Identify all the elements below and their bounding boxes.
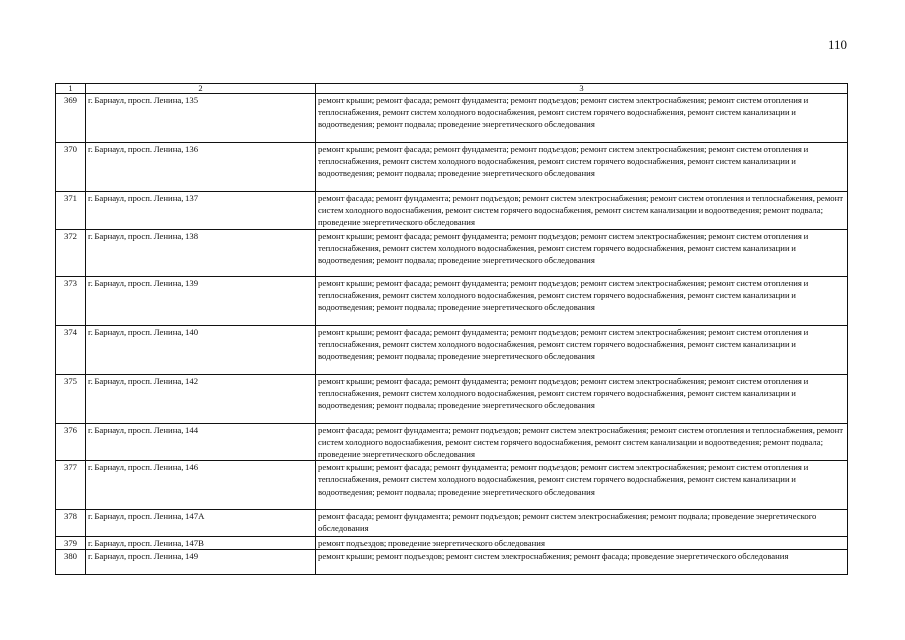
address-cell: г. Барнаул, просп. Ленина, 142: [86, 374, 316, 423]
address-cell: г. Барнаул, просп. Ленина, 135: [86, 94, 316, 143]
works-cell: ремонт крыши; ремонт фасада; ремонт фундамента; ремонт подъездов; ремонт систем электроснабжения; ремонт систем отопления и теплоснабжения, ремонт систем холодного водоснабжения, ремонт систем горячего водоснабжения, ремонт систем канализации и водоотведения; ремонт подвала; проведение энергетического обследования: [316, 325, 848, 374]
address-cell: г. Барнаул, просп. Ленина, 137: [86, 192, 316, 230]
table-row: [56, 143, 848, 192]
table-row: [56, 94, 848, 143]
row-number-cell: 374: [56, 325, 86, 374]
row-number-cell: 373: [56, 276, 86, 325]
works-cell: ремонт фасада; ремонт фундамента; ремонт подъездов; ремонт систем электроснабжения; ремонт подвала; проведение энергетического обследования: [316, 510, 848, 537]
works-cell: ремонт крыши; ремонт фасада; ремонт фундамента; ремонт подъездов; ремонт систем электроснабжения; ремонт систем отопления и теплоснабжения, ремонт систем холодного водоснабжения, ремонт систем горячего водоснабжения, ремонт систем канализации и водоотведения; ремонт подвала; проведение энергетического обследования: [316, 143, 848, 192]
table-row: [56, 229, 848, 276]
row-number-cell: 372: [56, 229, 86, 276]
works-cell: ремонт крыши; ремонт фасада; ремонт фундамента; ремонт подъездов; ремонт систем электроснабжения; ремонт систем отопления и теплоснабжения, ремонт систем холодного водоснабжения, ремонт систем горячего водоснабжения, ремонт систем канализации и водоотведения; ремонт подвала; проведение энергетического обследования: [316, 276, 848, 325]
address-cell: г. Барнаул, просп. Ленина, 136: [86, 143, 316, 192]
row-number-cell: 377: [56, 461, 86, 510]
works-cell: ремонт фасада; ремонт фундамента; ремонт подъездов; ремонт систем электроснабжения; ремонт систем отопления и теплоснабжения, ремонт систем холодного водоснабжения, ремонт систем горячего водоснабжения, ремонт систем канализации и водоотведения; ремонт подвала; проведение энергетического обследования: [316, 423, 848, 461]
header-cell-works: 3: [316, 84, 848, 94]
table-row: [56, 192, 848, 230]
table-row: [56, 423, 848, 461]
table-row: [56, 461, 848, 510]
row-number-cell: 370: [56, 143, 86, 192]
address-cell: г. Барнаул, просп. Ленина, 146: [86, 461, 316, 510]
header-cell-address: 2: [86, 84, 316, 94]
row-number-cell: 375: [56, 374, 86, 423]
address-cell: г. Барнаул, просп. Ленина, 138: [86, 229, 316, 276]
header-cell-number: 1: [56, 84, 86, 94]
row-number-cell: 379: [56, 537, 86, 550]
works-cell: ремонт крыши; ремонт фасада; ремонт фундамента; ремонт подъездов; ремонт систем электроснабжения; ремонт систем отопления и теплоснабжения, ремонт систем холодного водоснабжения, ремонт систем горячего водоснабжения, ремонт систем канализации и водоотведения; ремонт подвала; проведение энергетического обследования: [316, 94, 848, 143]
table-header-row: [56, 84, 848, 94]
address-cell: г. Барнаул, просп. Ленина, 144: [86, 423, 316, 461]
table-row: [56, 325, 848, 374]
row-number-cell: 376: [56, 423, 86, 461]
table-row: [56, 374, 848, 423]
table-row: [56, 276, 848, 325]
works-cell: ремонт крыши; ремонт фасада; ремонт фундамента; ремонт подъездов; ремонт систем электроснабжения; ремонт систем отопления и теплоснабжения, ремонт систем холодного водоснабжения, ремонт систем горячего водоснабжения, ремонт систем канализации и водоотведения; ремонт подвала; проведение энергетического обследования: [316, 229, 848, 276]
repair-registry-table: [55, 83, 848, 575]
works-cell: ремонт крыши; ремонт фасада; ремонт фундамента; ремонт подъездов; ремонт систем электроснабжения; ремонт систем отопления и теплоснабжения, ремонт систем холодного водоснабжения, ремонт систем горячего водоснабжения, ремонт систем канализации и водоотведения; ремонт подвала; проведение энергетического обследования: [316, 374, 848, 423]
page-number: 110: [828, 37, 848, 52]
address-cell: г. Барнаул, просп. Ленина, 149: [86, 550, 316, 575]
row-number-cell: 380: [56, 550, 86, 575]
table-row: [56, 510, 848, 537]
address-cell: г. Барнаул, просп. Ленина, 147В: [86, 537, 316, 550]
row-number-cell: 378: [56, 510, 86, 537]
works-cell: ремонт фасада; ремонт фундамента; ремонт подъездов; ремонт систем электроснабжения; ремонт систем отопления и теплоснабжения, ремонт систем холодного водоснабжения, ремонт систем горячего водоснабжения, ремонт систем канализации и водоотведения; ремонт подвала; проведение энергетического обследования: [316, 192, 848, 230]
address-cell: г. Барнаул, просп. Ленина, 140: [86, 325, 316, 374]
table-row: [56, 537, 848, 550]
works-cell: ремонт крыши; ремонт подъездов; ремонт систем электроснабжения; ремонт фасада; проведение энергетического обследования: [316, 550, 848, 575]
works-cell: ремонт крыши; ремонт фасада; ремонт фундамента; ремонт подъездов; ремонт систем электроснабжения; ремонт систем отопления и теплоснабжения, ремонт систем холодного водоснабжения, ремонт систем горячего водоснабжения, ремонт систем канализации и водоотведения; ремонт подвала; проведение энергетического обследования: [316, 461, 848, 510]
row-number-cell: 371: [56, 192, 86, 230]
address-cell: г. Барнаул, просп. Ленина, 139: [86, 276, 316, 325]
table-row: [56, 550, 848, 575]
works-cell: ремонт подъездов; проведение энергетического обследования: [316, 537, 848, 550]
row-number-cell: 369: [56, 94, 86, 143]
address-cell: г. Барнаул, просп. Ленина, 147А: [86, 510, 316, 537]
